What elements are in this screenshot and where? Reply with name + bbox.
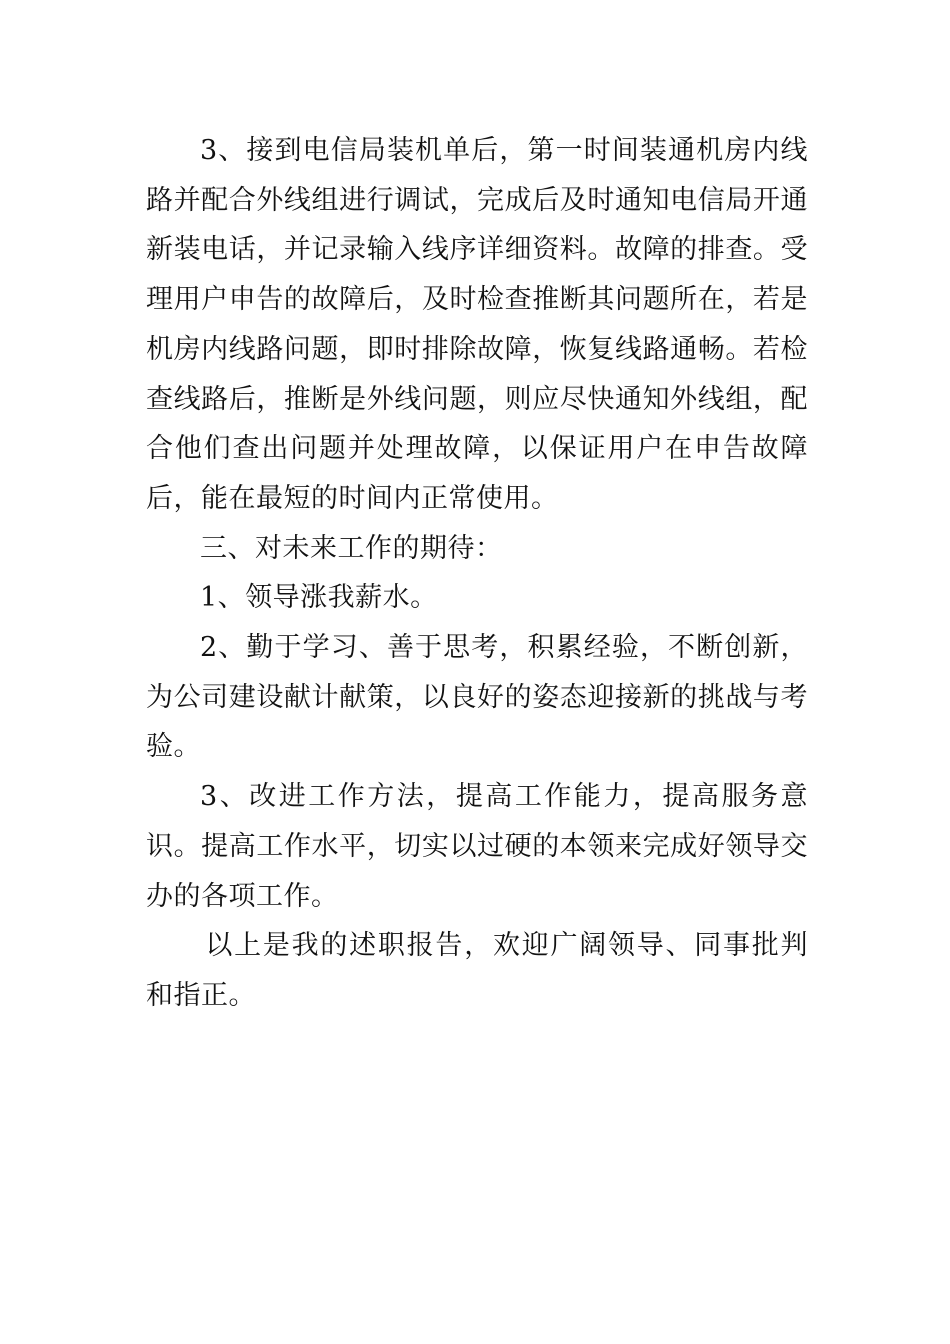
- document-body: [146, 126, 808, 1021]
- paragraph-expectation-2: 2、勤于学习、善于思考，积累经验，不断创新，为公司建设献计献策，以良好的姿态迎接新的挑战与考验。: [146, 632, 808, 763]
- paragraph-expectation-1: 1、领导涨我薪水。: [200, 582, 438, 614]
- paragraph-expectation-3: 3、改进工作方法，提高工作能力，提高服务意识。提高工作水平，切实以过硬的本领来完成好领导交办的各项工作。: [146, 781, 808, 912]
- section-heading-future-expectations: 三、对未来工作的期待：: [200, 532, 503, 564]
- paragraph-closing: 以上是我的述职报告，欢迎广阔领导、同事批判和指正。: [146, 930, 808, 1011]
- paragraph-installation-and-troubleshooting: 3、接到电信局装机单后，第一时间装通机房内线路并配合外线组进行调试，完成后及时通知电信局开通新装电话，并记录输入线序详细资料。故障的排查。受理用户申告的故障后，及时检查推断其问题所在，若是机房内线路问题，即时排除故障，恢复线路通畅。若检查线路后，推断是外线问题，则应尽快通知外线组，配合他们查出问题并处理故障，以保证用户在申告故障后，能在最短的时间内正常使用。: [146, 135, 808, 514]
